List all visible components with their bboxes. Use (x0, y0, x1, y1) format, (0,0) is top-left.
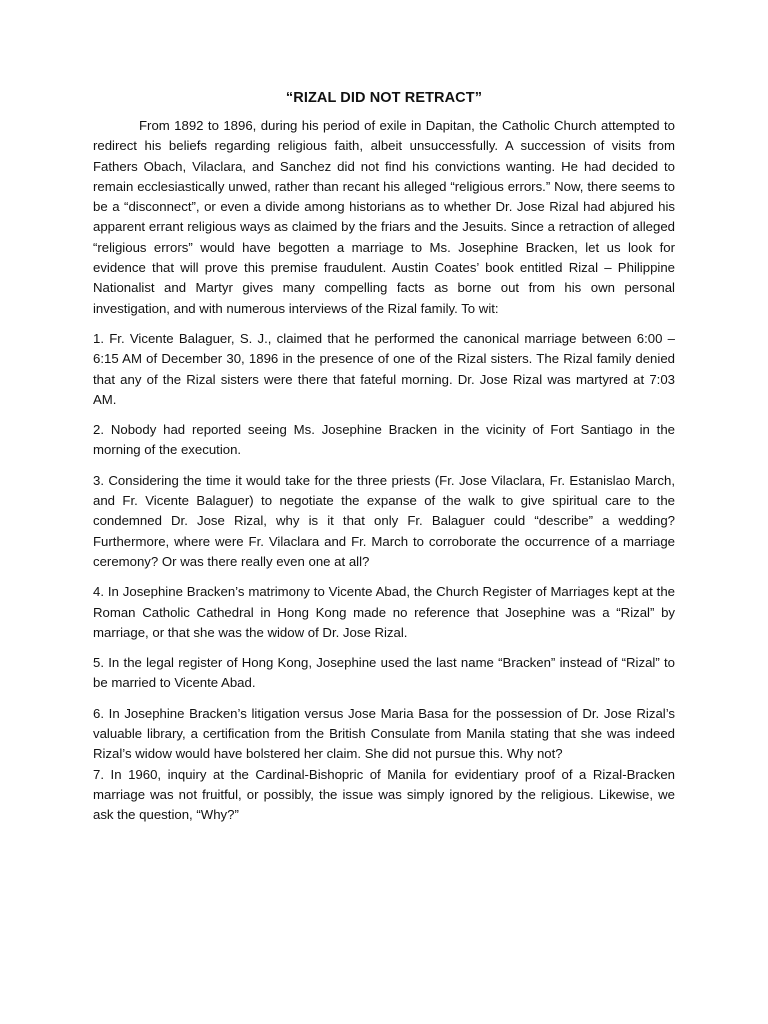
point-4: 4. In Josephine Bracken’s matrimony to Vicente Abad, the Church Register of Marriages kept at the Roman Catholic Cathedral in Hong Kong made no reference that Josephine was a “Rizal” by marriage, or that she was the widow of Dr. Jose Rizal. (93, 584, 675, 640)
point-6: 6. In Josephine Bracken’s litigation versus Jose Maria Basa for the possession of Dr. Jose Rizal’s valuable library, a certification from the British Consulate from Manila stating that she was indeed Rizal’s widow would have bolstered her claim. She did not pursue this. Why not? (93, 705, 675, 762)
document-title: “RIZAL DID NOT RETRACT” (285, 90, 483, 106)
point-1: 1. Fr. Vicente Balaguer, S. J., claimed that he performed the canonical marriage between 6:00 – 6:15 AM of December 30, 1896 in the presence of one of the Rizal sisters. The Rizal family denied that any of the Rizal sisters were there that fateful morning. Dr. Jose Rizal was martyred at 7:03 AM. (93, 330, 675, 407)
point-3: 3. Considering the time it would take for the three priests (Fr. Jose Vilaclara, Fr. Estanislao March, and Fr. Vicente Balaguer) to negotiate the expanse of the walk to give spiritual care to the condemned Dr. Jose Rizal, why is it that only Fr. Balaguer could “describe” a wedding? Furthermore, where were Fr. Vilaclara and Fr. March to corroborate the occurrence of a marriage ceremony? Or was there really even one at all? (93, 472, 675, 569)
point-7: 7. In 1960, inquiry at the Cardinal-Bishopric of Manila for evidentiary proof of a Rizal-Bracken marriage was not fruitful, or possibly, the issue was simply ignored by the religious. Likewise, we ask the question, “Why?” (93, 766, 675, 823)
point-5: 5. In the legal register of Hong Kong, Josephine used the last name “Bracken” instead of “Rizal” to be married to Vicente Abad. (93, 655, 675, 691)
document-page (93, 90, 675, 826)
point-2: 2. Nobody had reported seeing Ms. Josephine Bracken in the vicinity of Fort Santiago in the morning of the execution. (93, 422, 675, 458)
intro-paragraph: From 1892 to 1896, during his period of exile in Dapitan, the Catholic Church attempted to redirect his beliefs regarding religious faith, albeit unsuccessfully. A succession of visits from Fathers Obach, Vilaclara, and Sanchez did not find his convictions wanting. He had decided to remain ecclesiastically unwed, rather than recant his alleged “religious errors.” Now, there seems to be a “disconnect”, or even a divide among historians as to whether Dr. Jose Rizal had abjured his apparent errant religious ways as claimed by the friars and the Jesuits. Since a retraction of alleged “religious errors” would have begotten a marriage to Ms. Josephine Bracken, let us look for evidence that will prove this premise fraudulent. Austin Coates’ book entitled Rizal – Philippine Nationalist and Martyr gives many compelling facts as borne out from his own personal investigation, and with numerous interviews of the Rizal family. To wit: (93, 118, 675, 316)
